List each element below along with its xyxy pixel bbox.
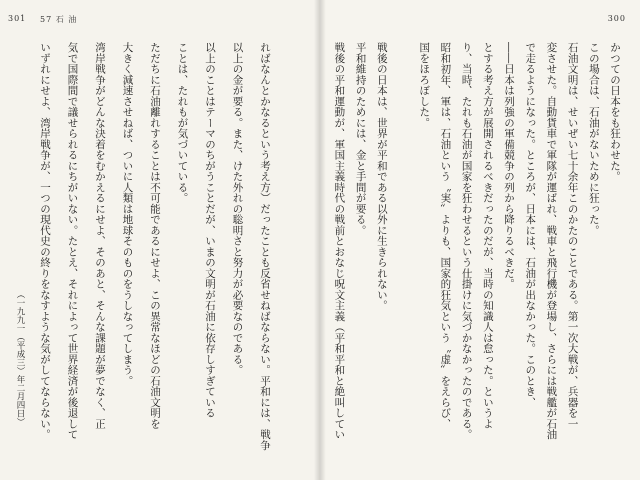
- right-page: [320, 0, 640, 480]
- text-line: 平和維持のためには、金と手間が要る。: [354, 42, 367, 236]
- text-line: 変させた。自動貨車で軍隊が運ばれ、戦車と飛行機が登場し、さらには戦艦が石油: [545, 42, 558, 440]
- text-line: 戦後の平和運動が、軍国主義時代の戦前とおなじ呪文主義（平和平和と絶叫してい: [333, 42, 346, 440]
- text-line: で走るようになった。ところが、日本には、石油が出なかった。このとき、: [524, 42, 537, 408]
- text-line: 湾岸戦争がどんな決着をむかえるにせよ、そのあと、そんな課題が夢でなく、正: [94, 42, 106, 429]
- text-line: り、当時、たれも石油が国家を狂わせるという仕掛けに気づかなかったのである。: [460, 42, 473, 440]
- book-gutter: [314, 0, 326, 480]
- text-line: この場合は、石油がないために狂った。: [587, 42, 600, 236]
- text-line: 気で国際間で議せられるにちがいない。たとえ、それによって世界経済が後退して: [66, 42, 79, 440]
- text-line: 以上の金が要る。また、けた外れの聡明さと努力が必要なのである。: [231, 42, 244, 376]
- text-line: ればなんとかなるという考え方）だったことも反省せねばならない。平和には、戦争: [259, 42, 271, 451]
- text-line: 以上のことはテーマのちがうことだが、いまの文明が石油に依存しすぎている: [204, 42, 216, 419]
- text-line: 国をほろぼした。: [418, 42, 431, 128]
- text-line: 石油文明は、せいぜい七十余年このかたのことである。第一次大戦が、兵器を一: [566, 42, 579, 429]
- left-page-number: 301: [8, 14, 27, 23]
- text-line: 戦後の日本は、世界が平和である以外に生きられない。: [375, 42, 388, 311]
- date-note: （一九九一（平成三）年二月四日）: [15, 290, 25, 426]
- text-line: いずれにせよ、湾岸戦争が、一つの現代史の終りをなすような気がしてならない。: [39, 42, 51, 440]
- text-line: かつての日本をも狂わせた。: [609, 42, 621, 182]
- right-page-number: 300: [607, 14, 626, 23]
- text-line: 大きく減速させねば、ついに人類は地球そのものをうしなってしまう。: [121, 42, 134, 386]
- text-line: ことは、たれもが気づいている。: [176, 42, 189, 204]
- text-line: ――日本は列強の軍備競争の列から降りるべきだ。: [503, 42, 515, 290]
- running-title: 57 石 油: [40, 15, 78, 24]
- text-line: ただちに石油離れすることは不可能であるにせよ、この異常なほどの石油文明を: [149, 42, 161, 429]
- text-line: 昭和初年、軍は、石油という〝実〟よりも、国家的狂気という〝虚〟をえらび、: [439, 42, 452, 429]
- text-line: とする考え方が展開されるべきだったのだが、当時の知識人は怠った。というよ: [481, 42, 494, 429]
